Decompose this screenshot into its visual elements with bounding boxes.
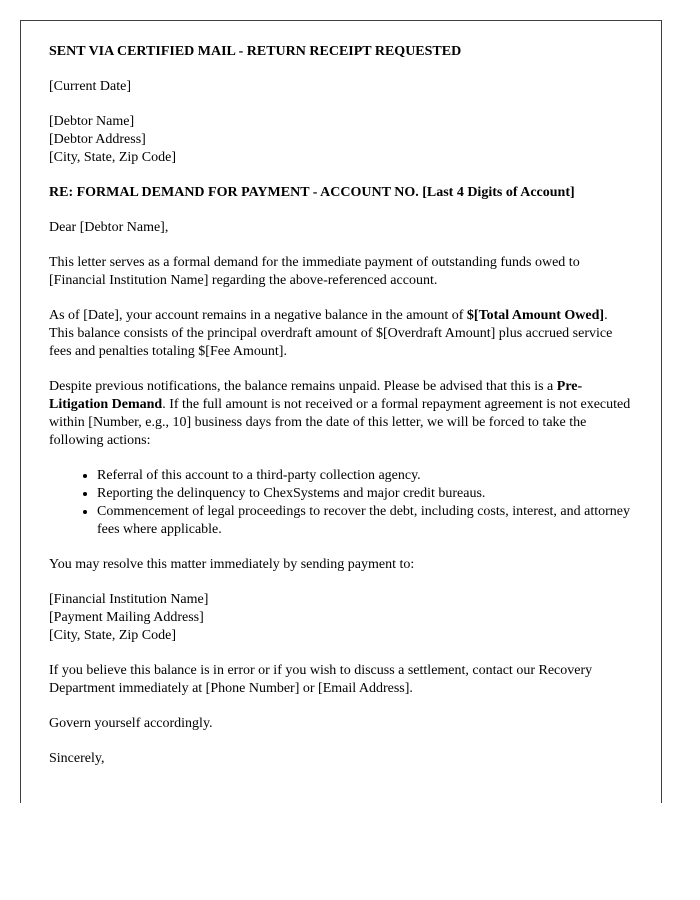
action-item-credit-reporting: • Reporting the delinquency to ChexSystems and major credit bureaus. <box>97 485 633 503</box>
balance-text-pre: As of [Date], your account remains in a negative balance in the amount of <box>49 308 467 323</box>
pre-litigation-demand-label: Pre-Litigation Demand <box>49 379 583 412</box>
sign-off: Sincerely, <box>49 751 105 766</box>
payment-address-block <box>49 591 633 645</box>
demand-letter-document <box>20 20 662 803</box>
warning-paragraph <box>49 378 633 450</box>
payment-city-state-zip: [City, State, Zip Code] <box>49 628 177 643</box>
warning-text-pre: Despite previous notifications, the balance remains unpaid. Please be advised that this is a <box>49 379 557 394</box>
actions-list <box>49 467 633 539</box>
warning-text-post: . If the full amount is not received or a formal repayment agreement is not executed within [Number, e.g., 10] business days from the date of this letter, we will be forced to take the following actions: <box>49 397 631 448</box>
salutation: Dear [Debtor Name], <box>49 220 169 235</box>
recipient-street: [Debtor Address] <box>49 132 146 147</box>
closing-notice: Govern yourself accordingly. <box>49 716 213 731</box>
total-amount-owed: $[Total Amount Owed] <box>466 308 605 323</box>
payment-mailing-address: [Payment Mailing Address] <box>49 610 204 625</box>
recipient-name: [Debtor Name] <box>49 114 135 129</box>
payment-intro-line: You may resolve this matter immediately by sending payment to: <box>49 557 415 572</box>
dispute-paragraph: If you believe this balance is in error or if you wish to discuss a settlement, contact our Recovery Department immediately at [Phone Number] or [Email Address]. <box>49 663 593 696</box>
recipient-address-block <box>49 113 633 167</box>
action-item-collection-agency: • Referral of this account to a third-party collection agency. <box>97 467 633 485</box>
delivery-method-line: SENT VIA CERTIFIED MAIL - RETURN RECEIPT REQUESTED <box>49 44 462 59</box>
balance-paragraph <box>49 307 633 361</box>
date-line: [Current Date] <box>49 79 132 94</box>
action-item-legal-proceedings: • Commencement of legal proceedings to recover the debt, including costs, interest, and attorney fees where applicable. <box>97 503 633 539</box>
payment-institution-name: [Financial Institution Name] <box>49 592 209 607</box>
recipient-city-state-zip: [City, State, Zip Code] <box>49 150 177 165</box>
subject-line: RE: FORMAL DEMAND FOR PAYMENT - ACCOUNT NO. [Last 4 Digits of Account] <box>49 185 575 200</box>
balance-text-post: . This balance consists of the principal overdraft amount of $[Overdraft Amount] plus accrued service fees and penalties totaling $[Fee Amount]. <box>49 308 613 359</box>
intro-paragraph: This letter serves as a formal demand for the immediate payment of outstanding funds owed to [Financial Institution Name] regarding the above-referenced account. <box>49 255 580 288</box>
